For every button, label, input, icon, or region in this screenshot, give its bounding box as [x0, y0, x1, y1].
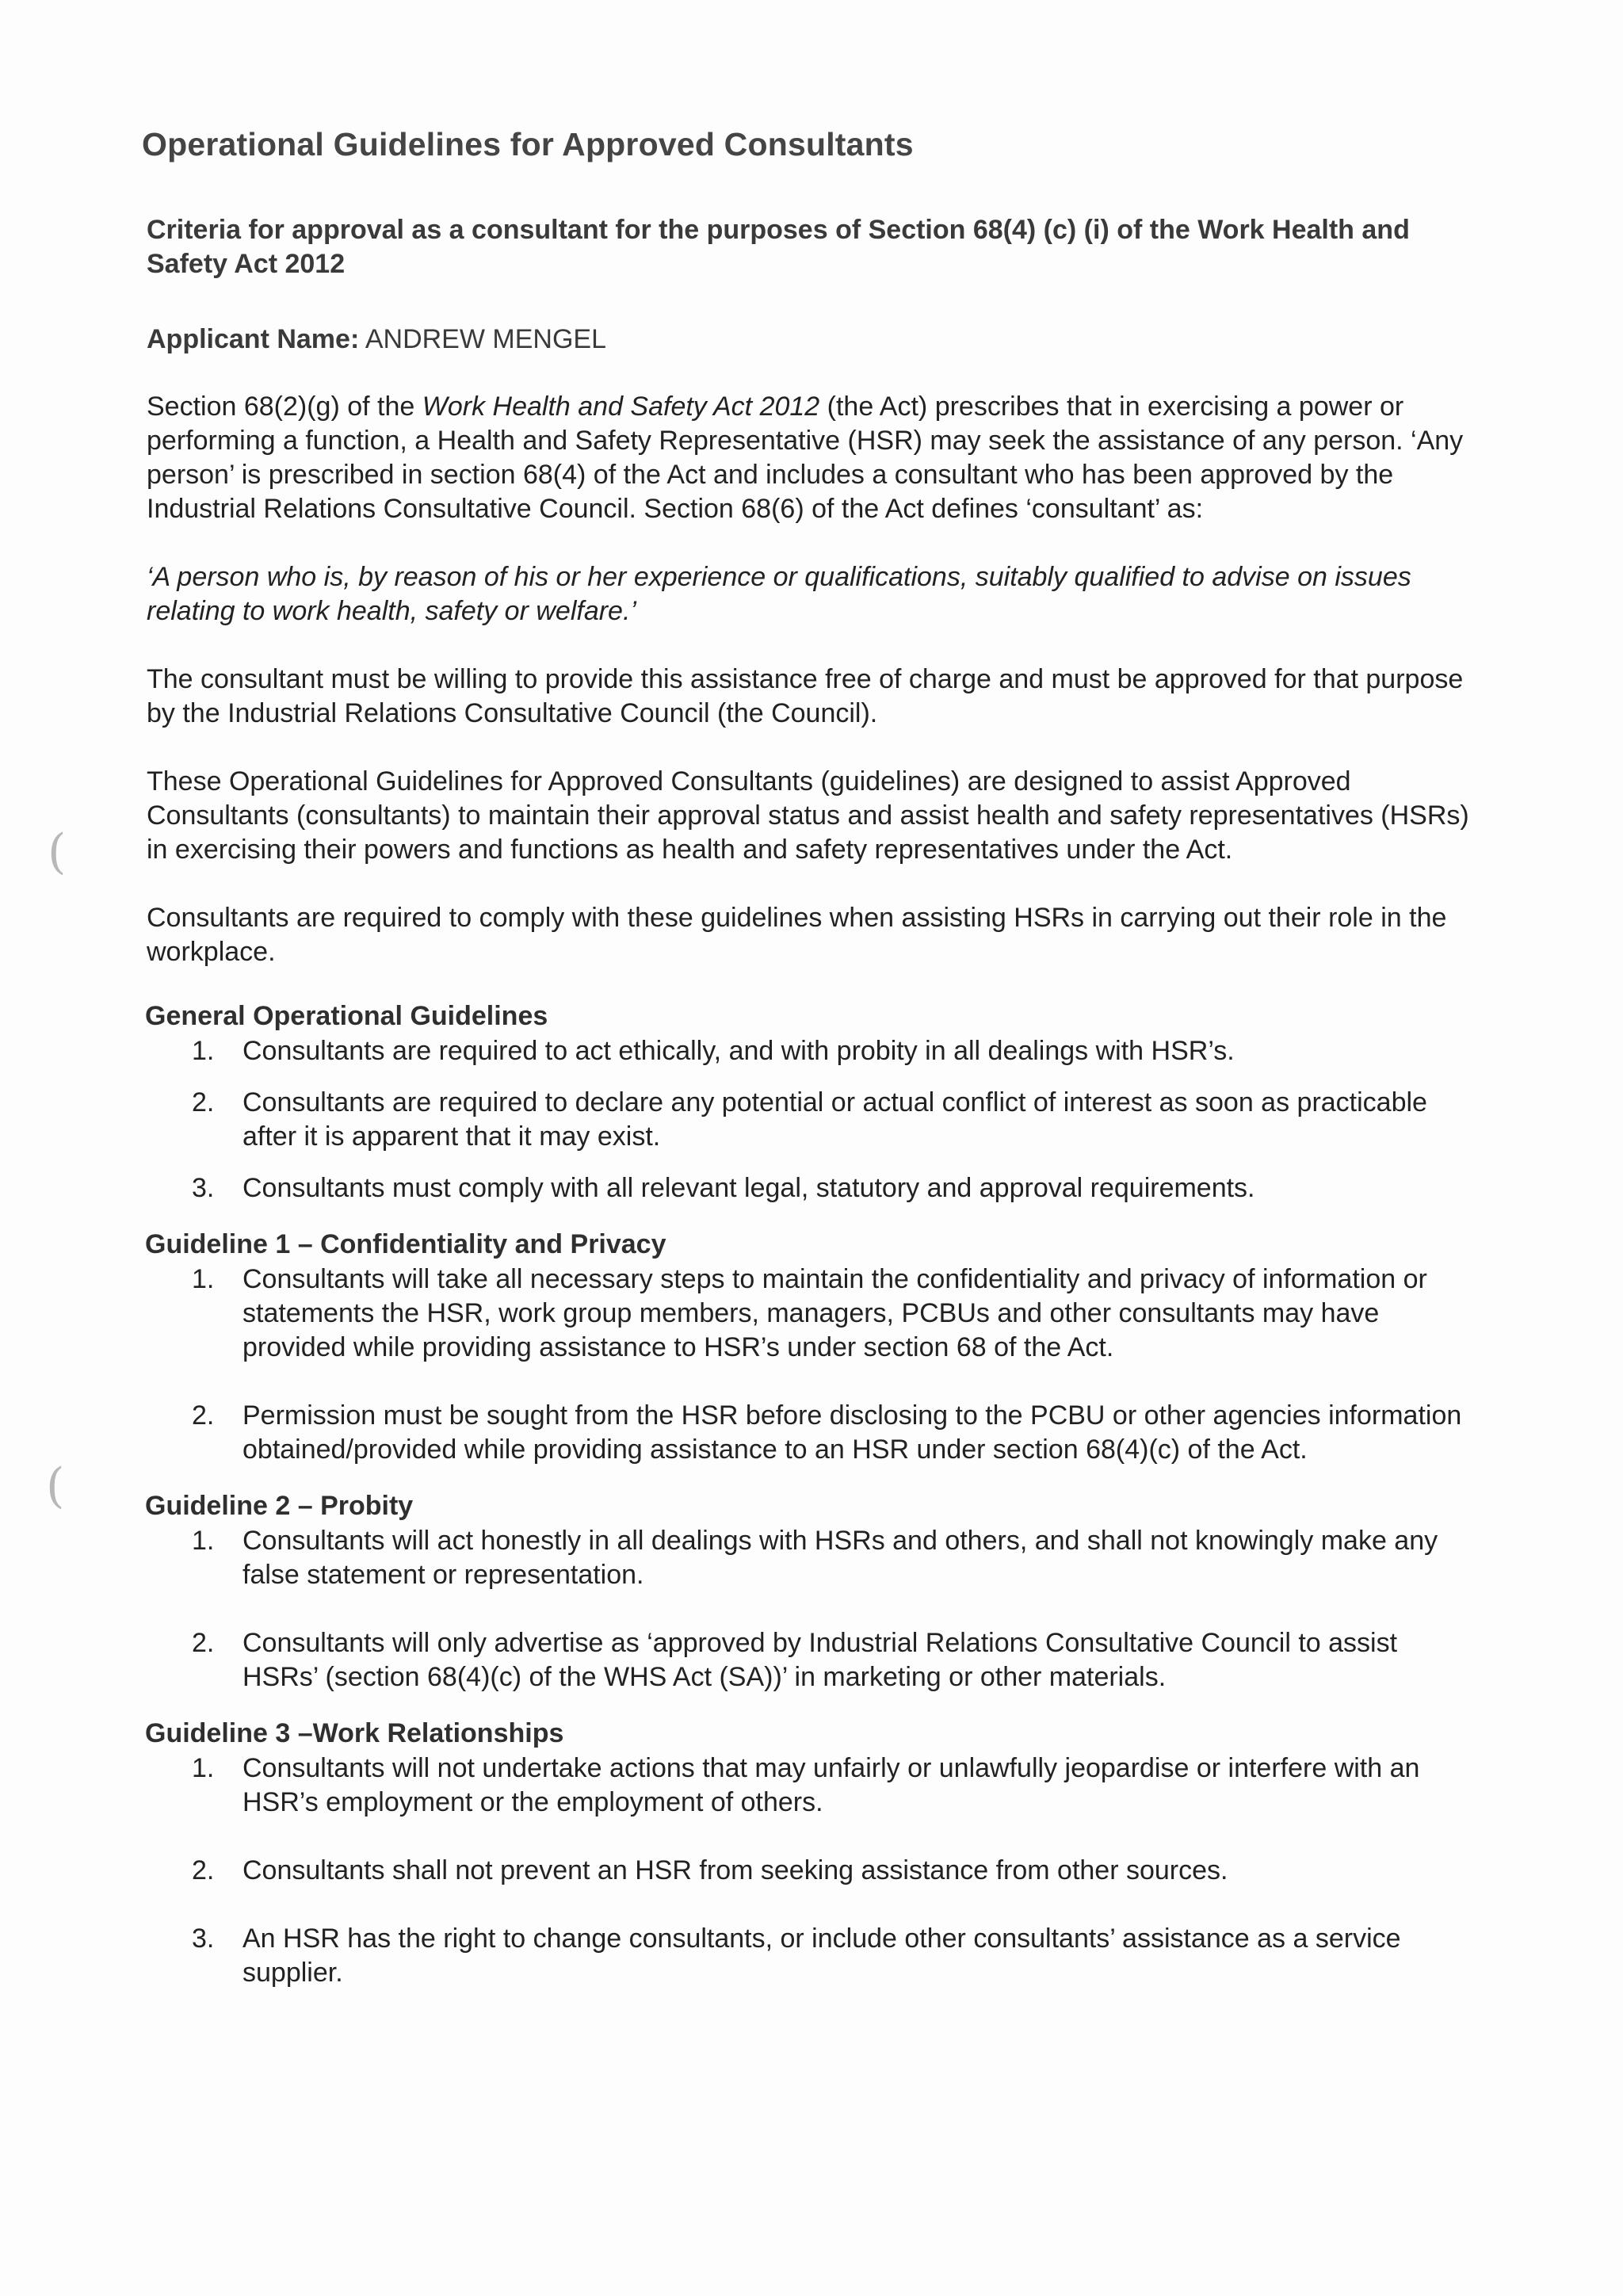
- list-item: [147, 1399, 1478, 1467]
- item-text: An HSR has the right to change consultants, or include other consultants’ assistance as a service supplier.: [242, 1924, 1401, 1988]
- item-text: Consultants will act honestly in all dealings with HSRs and others, and shall not knowingly make any false statement or representation.: [242, 1526, 1438, 1591]
- consultant-definition-quote: ‘A person who is, by reason of his or her experience or qualifications, suitably qualified to advise on issues relating to work health, safety or welfare.’: [147, 562, 1411, 627]
- item-text: Consultants will only advertise as ‘approved by Industrial Relations Consultative Council to assist HSRs’ (section 68(4)(c) of the WHS Act (SA))’ in marketing or other materials.: [242, 1628, 1398, 1693]
- section-heading: Guideline 1 – Confidentiality and Privacy: [145, 1229, 666, 1260]
- free-of-charge-paragraph: The consultant must be willing to provide this assistance free of charge and must be approved for that purpose by the Industrial Relations Consultative Council (the Council).: [147, 664, 1464, 729]
- applicant-line: [147, 323, 1478, 357]
- list-item: [147, 1854, 1478, 1888]
- section-guideline-1: [147, 1228, 1478, 1467]
- guidelines-purpose-paragraph: These Operational Guidelines for Approved Consultants (guidelines) are designed to assist Approved Consultants (consultants) to maintain their approval status and assist health and safety representatives (HSRs) in exercising their powers and functions as health and safety representatives under the Act.: [147, 766, 1469, 865]
- list-item: [147, 1524, 1478, 1592]
- applicant-label: Applicant Name:: [147, 324, 360, 355]
- list-item: [147, 1263, 1478, 1365]
- item-text: Consultants are required to act ethically, and with probity in all dealings with HSR’s.: [242, 1036, 1235, 1067]
- compliance-paragraph: Consultants are required to comply with these guidelines when assisting HSRs in carrying out their role in the workplace.: [147, 903, 1447, 968]
- item-text: Permission must be sought from the HSR before disclosing to the PCBU or other agencies information obtained/provided while providing assistance to an HSR under section 68(4)(c) of the Act.: [242, 1400, 1462, 1465]
- guideline-list: [147, 1263, 1478, 1467]
- list-item: [147, 1034, 1478, 1068]
- item-number: 1.: [192, 1036, 215, 1067]
- list-item: [147, 1086, 1478, 1154]
- item-number: 2.: [192, 1855, 215, 1886]
- item-number: 1.: [192, 1526, 215, 1557]
- item-text: Consultants are required to declare any potential or actual conflict of interest as soon as practicable after it is apparent that it may exist.: [242, 1087, 1427, 1152]
- item-number: 3.: [192, 1173, 215, 1204]
- section-heading: Guideline 3 –Work Relationships: [145, 1718, 564, 1749]
- guideline-list: [147, 1034, 1478, 1205]
- item-number: 1.: [192, 1753, 215, 1784]
- list-item: [147, 1922, 1478, 1990]
- section-heading: General Operational Guidelines: [145, 1001, 548, 1032]
- list-item: [147, 1626, 1478, 1694]
- item-number: 3.: [192, 1924, 215, 1954]
- item-text: Consultants shall not prevent an HSR from seeking assistance from other sources.: [242, 1855, 1228, 1886]
- item-number: 2.: [192, 1400, 215, 1431]
- list-item: [147, 1752, 1478, 1820]
- intro-text-a: Section 68(2)(g) of the: [147, 392, 422, 422]
- item-text: Consultants will take all necessary steps to maintain the confidentiality and privacy of information or statements the HSR, work group members, managers, PCBUs and other consultants may have provided while providing assistance to HSR’s under section 68 of the Act.: [242, 1264, 1427, 1363]
- item-text: Consultants must comply with all relevant legal, statutory and approval requirements.: [242, 1173, 1255, 1204]
- scan-artifact: (: [48, 824, 67, 880]
- guideline-list: [147, 1524, 1478, 1694]
- act-name: Work Health and Safety Act 2012: [422, 392, 820, 422]
- item-number: 1.: [192, 1264, 215, 1295]
- section-guideline-3: [147, 1717, 1478, 1990]
- scan-artifact: (: [46, 1458, 65, 1514]
- intro-paragraph: [147, 390, 1478, 526]
- document-content: [142, 125, 1478, 2012]
- item-number: 2.: [192, 1087, 215, 1118]
- criteria-heading: Criteria for approval as a consultant for the purposes of Section 68(4) (c) (i) of the Work Health and Safety Act 2012: [147, 215, 1410, 280]
- list-item: [147, 1171, 1478, 1205]
- item-text: Consultants will not undertake actions that may unfairly or unlawfully jeopardise or interfere with an HSR’s employment or the employment of others.: [242, 1753, 1420, 1818]
- section-general: [147, 999, 1478, 1205]
- document-title: Operational Guidelines for Approved Consultants: [142, 126, 914, 162]
- applicant-name: ANDREW MENGEL: [365, 324, 606, 355]
- guideline-list: [147, 1752, 1478, 1990]
- item-number: 2.: [192, 1628, 215, 1659]
- section-heading: Guideline 2 – Probity: [145, 1491, 414, 1522]
- intro-text-b: (the Act) prescribes that in exercising a power or performing a function, a Health and Safety Representative (HSR) may seek the assistance of any person. ‘Any person’ is prescribed in section 68(4) of the Act and includes a consultant who has been approved by the Industrial Relations Consultative Council. Section 68(6) of the Act defines ‘consultant’ as:: [147, 392, 1464, 525]
- section-guideline-2: [147, 1489, 1478, 1694]
